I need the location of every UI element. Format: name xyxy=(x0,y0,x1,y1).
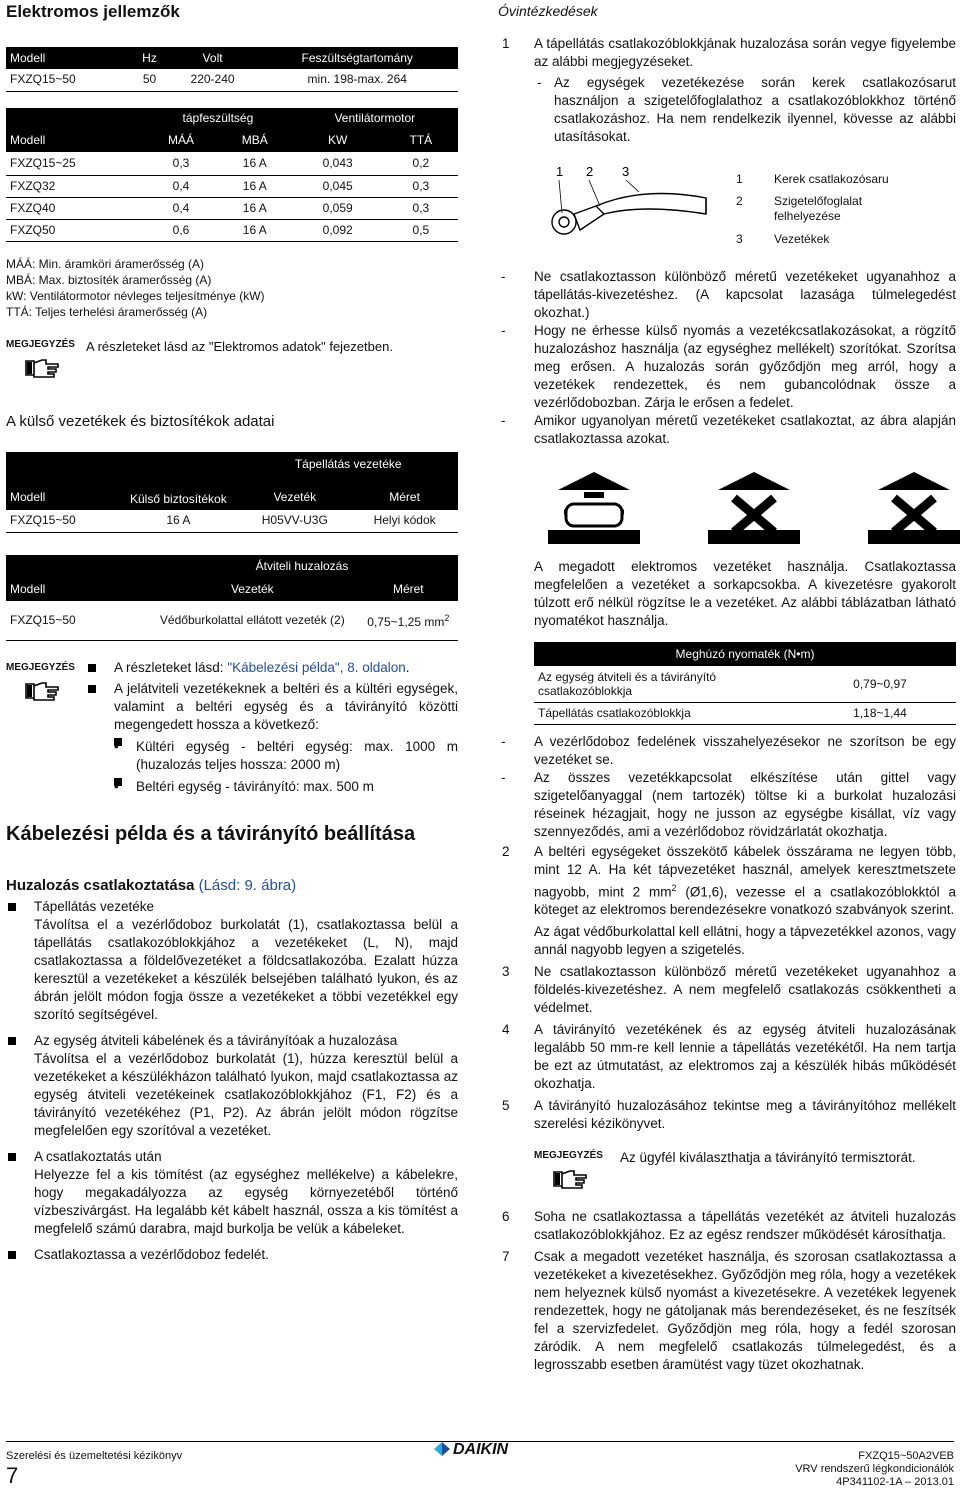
cell: 0,092 xyxy=(292,220,384,242)
cell: 0,6 xyxy=(144,220,218,242)
transmission-wiring-table xyxy=(6,555,458,642)
text: (Ø1,6), vezesse el a csatlakozóblokktól a köteget az elektromos berendezésekre vonatkozó szabványok szerint. xyxy=(534,884,956,917)
note-transmission xyxy=(6,659,458,800)
item-number: 3 xyxy=(502,964,510,979)
legend-number: 2 xyxy=(736,194,743,208)
item-text: A távirányító huzalozásához tekintse meg a távirányítóhoz mellékelt szerelési kézikönyvet. xyxy=(534,1098,956,1131)
th-kw: KW xyxy=(328,133,348,147)
item-text: A tápellátás csatlakozóblokkjának huzalozása során vegye figyelembe az alábbi megjegyzéseket. xyxy=(534,36,956,69)
th-range: Feszültségtartomány xyxy=(301,50,413,65)
th-size: Méret xyxy=(392,582,424,596)
cell: 16 A xyxy=(118,510,238,532)
step-body: Távolítsa el a vezérlődoboz burkolatát (1), húzza keresztül belül a vezetékeket a készülékházon található lyukon, majd csatlakoztassa az egység átviteli vezetékeinek csatlakozóblokkjához (F1, F2) és a távirányító vezetékéhez (P1, P2). Az ábrán jelölt módon rögzítse megfelelően egy szorítóval a vezetéket. xyxy=(34,1051,458,1138)
subsection-title xyxy=(6,877,458,894)
figure-legend xyxy=(736,172,894,258)
th-fuse: Külső biztosítékok xyxy=(130,492,227,506)
th-group-fan: Ventilátormotor xyxy=(334,111,416,125)
cell: 0,3 xyxy=(144,152,218,176)
dash-list xyxy=(498,268,956,448)
item-number: 4 xyxy=(502,1022,510,1037)
list-item xyxy=(498,35,956,841)
pointing-hand-icon xyxy=(24,680,62,702)
cell: Helyi kódok xyxy=(351,510,458,532)
cell: FXZQ40 xyxy=(6,198,144,220)
cross-mark-icon xyxy=(864,468,960,544)
dash-item: - Az összes vezetékkapcsolat elkészítése után gittel vagy szigetelőanyaggal (nem tartozék) töltse ki a burkolat huzalozási réseinek hézagjait, hogy ne jusson az egységbe kisállat, víz vagy szennyeződés, ami a vezérlődoboz rövidzárlatát okozhatja. xyxy=(498,769,956,841)
note-label: MEGJEGYZÉS xyxy=(534,1150,603,1161)
text: A jelátviteli vezetékeknek a beltéri és a kültéri egységek, valamint a beltéri egység és a távirányító közötti megengedett hossza a következő: xyxy=(114,681,458,732)
page-number: 7 xyxy=(6,1463,19,1488)
legend-entry xyxy=(736,194,894,232)
item-number: 5 xyxy=(502,1098,510,1113)
cell: 0,2 xyxy=(384,152,458,176)
list-item xyxy=(86,680,458,796)
dash-item: - A vezérlődoboz fedelének visszahelyezésekor ne szorítson be egy vezetéket se. xyxy=(498,733,956,769)
figure-reference-link[interactable]: (Lásd: 9. ábra) xyxy=(198,877,297,894)
note-text: A részleteket lásd az "Elektromos adatok" fejezetben. xyxy=(86,339,393,354)
cell: 220-240 xyxy=(169,69,257,91)
checkmark-icon xyxy=(544,468,644,544)
item-number: 2 xyxy=(502,843,510,859)
cell: H05VV-U3G xyxy=(238,510,351,532)
cell: FXZQ32 xyxy=(6,176,144,198)
legend-number: 1 xyxy=(736,172,743,186)
bullet-item: • Beltéri egység - távirányító: max. 500 m xyxy=(114,778,458,796)
list-item xyxy=(6,898,458,1024)
note-tag xyxy=(534,1147,620,1190)
th-wire: Vezeték xyxy=(273,490,317,504)
precautions-heading: Óvintézkedések xyxy=(498,3,598,19)
daikin-logo-icon xyxy=(434,1442,450,1456)
footer-doc-number: 4P341102-1A – 2013.01 xyxy=(836,1476,954,1488)
legend-number: 3 xyxy=(736,232,743,246)
item-text: Ne csatlakoztasson különböző méretű vezetékeket ugyanahhoz a földelés-kivezetéshez. A nem megfelelő csatlakozás csökkentheti a védelmet. xyxy=(534,964,956,1015)
legend-line: MÁÁ: Min. áramköri áramerősség (A) xyxy=(6,257,205,271)
cell: FXZQ15~50 xyxy=(6,69,130,91)
table-row xyxy=(6,220,458,242)
cell: 16 A xyxy=(218,176,292,198)
cell: Védőburkolattal ellátott vezeték (2) xyxy=(146,601,359,641)
th-group-power: Tápellátás vezetéke xyxy=(294,456,402,471)
item-text: Az ágat védőburkolattal kell ellátni, hogy a tápvezetékkel azonos, vagy annál nagyobb legyen a szigetelés. xyxy=(534,924,956,957)
cross-reference-link[interactable]: "Kábelezési példa", 8. oldalon xyxy=(227,660,406,675)
th-size: Méret xyxy=(389,490,420,504)
cell xyxy=(359,601,458,641)
bullet-item: • Kültéri egység - beltéri egység: max. 1000 m (huzalozás teljes hossza: 2000 m) xyxy=(114,738,458,774)
table-row xyxy=(6,176,458,198)
figure-number-3: 3 xyxy=(622,164,630,179)
table-row xyxy=(534,702,956,724)
table-row xyxy=(6,601,458,641)
electrical-table xyxy=(6,47,458,92)
step-title: Az egység átviteli kábelének és a távirányítóak a huzalozása xyxy=(34,1033,398,1048)
list-item xyxy=(498,1248,956,1374)
th-model: Modell xyxy=(10,582,46,596)
section-title-wiring: A külső vezetékek és biztosítékok adatai xyxy=(6,413,275,430)
step-title: Csatlakoztassa a vezérlődoboz fedelét. xyxy=(34,1247,269,1262)
list-item xyxy=(498,963,956,1017)
cell: 0,059 xyxy=(292,198,384,220)
th-maa: MÁÁ xyxy=(168,133,195,147)
text: . xyxy=(405,660,410,675)
th-group-supply: tápfeszültség xyxy=(182,111,254,125)
ring-terminal-diagram xyxy=(534,158,714,250)
legend-line: TTÁ: Teljes terhelési áramerősség (A) xyxy=(6,305,208,319)
note-list xyxy=(86,659,458,800)
dash-list xyxy=(534,74,956,146)
power-wiring-table xyxy=(6,452,458,533)
footer-manual-title: Szerelési és üzemeltetési kézikönyv xyxy=(6,1450,183,1462)
table-row xyxy=(6,69,458,91)
cell: 16 A xyxy=(218,220,292,242)
item-number: 1 xyxy=(502,36,510,51)
table-row xyxy=(6,198,458,220)
step-body: Helyezze fel a kis tömítést (az egységhez mellékelve) a kábelekre, hogy megakadályozza az egység környezetéből történő vízbeszivárgást. Ha legalább két kábelt használ, ossza a kis tömítést a megfelelő számú darabra, majd burkolja be velük a kábeleket. xyxy=(34,1167,458,1236)
wire-placement-figure xyxy=(544,468,960,546)
legend-entry xyxy=(736,232,894,247)
footer-model: FXZQ15~50A2VEB xyxy=(858,1450,954,1462)
size-unit-exponent: 2 xyxy=(444,612,450,623)
table-row xyxy=(6,510,458,532)
current-table xyxy=(6,108,458,243)
cell: 0,79~0,97 xyxy=(804,666,956,702)
list-item xyxy=(6,1032,458,1140)
cell: 0,4 xyxy=(144,198,218,220)
dash-item: - Az egységek vezetékezése során kerek csatlakozósarut használjon a szigetelőfoglalathoz a csatlakozóblokkhoz történő csatlakozáshoz. Ha nem rendelkezik ilyennel, kövesse az alábbi utasításokat. xyxy=(534,74,956,146)
dash-item: - Ne csatlakoztasson különböző méretű vezetékeket ugyanahhoz a tápellátás-kivezetéshez. (A kapcsolat lazasága túlmelegedést okozhat.) xyxy=(498,268,956,322)
list-item xyxy=(498,843,956,960)
right-column xyxy=(498,0,956,1374)
superscript: 2 xyxy=(671,882,677,893)
note-text: Az ügyfél kiválaszthatja a távirányító termisztorát. xyxy=(620,1150,916,1165)
th-mba: MBÁ xyxy=(241,133,268,147)
item-number: 6 xyxy=(502,1209,510,1224)
list-item xyxy=(498,1021,956,1093)
cell: 16 A xyxy=(218,152,292,176)
legend-text: Kerek csatlakozósaru xyxy=(774,172,889,186)
cell: 0,5 xyxy=(384,220,458,242)
abbreviation-legend xyxy=(6,256,458,320)
item-text: Csak a megadott vezetéket használja, és szorosan csatlakoztassa a vezetékeket a kivezetésekhez. Győződjön meg róla, hogy a vezetékek nem helyeznek külső nyomást a kivezetésekre. A vezetékek legyenek rendezettek, hogy ne gátoljanak más berendezéseket, és ne feszítsék fel a szervizfedelet. Győződjön meg róla, hogy a fedél szorosan záródik. A nem megfelelő csatlakozás túlmelegedést, és a legrosszabb esetben áramütést vagy tüzet okozhatnak. xyxy=(534,1249,956,1372)
figure-number-2: 2 xyxy=(586,164,594,179)
note-thermistor xyxy=(534,1147,956,1190)
footer-product: VRV rendszerű légkondicionálók xyxy=(795,1463,954,1475)
note-electrical xyxy=(6,336,458,379)
list-item xyxy=(498,1097,956,1133)
legend-text: Vezetékek xyxy=(774,232,830,246)
legend-entry xyxy=(736,172,894,194)
dash-item: - Hogy ne érhesse külső nyomás a vezetékcsatlakozásokat, a rögzítő huzalozáshoz használja (az egységhez mellékelt) szorítókat. Szorítsa meg erősen. A huzalozás során győződjön meg arról, hogy a vezetékek rendezettek, és nem gubancolódnak össze a vezérlődobozban. Zárja le erősen a fedelet. xyxy=(498,322,956,412)
th-model: Modell xyxy=(10,50,46,65)
legend-text: Szigetelőfoglalat felhelyezése xyxy=(774,194,863,223)
cell: Tápellátás csatlakozóblokkja xyxy=(534,702,804,724)
step-title: Tápellátás vezetéke xyxy=(34,899,155,914)
precautions-list-2 xyxy=(498,1208,956,1374)
cell: 0,4 xyxy=(144,176,218,198)
th-model: Modell xyxy=(10,133,46,147)
th-group-transmission: Átviteli huzalozás xyxy=(255,559,349,573)
list-item xyxy=(86,659,458,677)
th-wire: Vezeték xyxy=(230,582,274,596)
note-label: MEGJEGYZÉS xyxy=(6,662,75,673)
pointing-hand-icon xyxy=(24,357,62,379)
item-text: Soha ne csatlakoztassa a tápellátás vezetékét az átviteli huzalozás csatlakozóblokkjához. Ez az egész rendszer működését károsíthatja. xyxy=(534,1209,956,1242)
cell: 1,18~1,44 xyxy=(804,702,956,724)
legend-line: kW: Ventilátormotor névleges teljesítménye (kW) xyxy=(6,289,265,303)
cell: FXZQ50 xyxy=(6,220,144,242)
cell: min. 198-max. 264 xyxy=(256,69,458,91)
cell: Az egység átviteli és a távirányító csatlakozóblokkja xyxy=(534,666,804,702)
cell: 0,3 xyxy=(384,198,458,220)
daikin-logo-text: DAIKIN xyxy=(453,1440,509,1458)
step-body: Távolítsa el a vezérlődoboz burkolatát (1), csatlakoztassa belül a tápellátás csatlakozóblokkjához a vezetékeket (L, N), majd csatlakoztassa a földelővezetéket a földcsatlakozóba. Ezalatt húzza keresztül a vezetékeket a készülék belsejében található lyukon, és az ábrán jelölt módon fogja össze a vezetékeket a többi vezetékkel egy szorító segítségével. xyxy=(34,917,458,1022)
item-number: 7 xyxy=(502,1249,510,1264)
dash-list xyxy=(498,733,956,841)
cross-mark-icon xyxy=(704,468,804,544)
list-item xyxy=(498,1208,956,1244)
cell: FXZQ15~50 xyxy=(6,601,146,641)
text: A részleteket lásd: xyxy=(114,660,228,675)
precautions-list xyxy=(498,35,956,1133)
ring-terminal-figure xyxy=(534,158,956,258)
th-model: Modell xyxy=(10,490,46,504)
section-title-wiring-example: Kábelezési példa és a távirányító beállítása xyxy=(6,823,416,845)
left-column xyxy=(6,0,458,1264)
dash-item: - Amikor ugyanolyan méretű vezetékeket csatlakoztat, az ábra alapján csatlakoztassa azokat. xyxy=(498,412,956,448)
item-text xyxy=(534,843,956,920)
cell: 50 xyxy=(130,69,168,91)
torque-table xyxy=(534,642,956,725)
th-torque: Meghúzó nyomaték (N•m) xyxy=(675,647,815,661)
step-title: A csatlakoztatás után xyxy=(34,1149,162,1164)
cell: 16 A xyxy=(218,198,292,220)
steps-list xyxy=(6,898,458,1264)
th-volt: Volt xyxy=(202,50,223,65)
th-tta: TTÁ xyxy=(409,133,433,147)
legend-line: MBÁ: Max. biztosíték áramerősség (A) xyxy=(6,273,212,287)
subsection-text: Huzalozás csatlakoztatása xyxy=(6,877,195,894)
size-value: 0,75~1,25 mm xyxy=(367,614,445,629)
list-item xyxy=(6,1246,458,1264)
cell: 0,3 xyxy=(384,176,458,198)
cell: 0,045 xyxy=(292,176,384,198)
cell: FXZQ15~25 xyxy=(6,152,144,176)
table-row xyxy=(6,152,458,176)
daikin-logo xyxy=(434,1442,508,1456)
item-text: A távirányító vezetékének és az egység átviteli huzalozásának legalább 50 mm-re kell lennie a tápellátás vezetékétől. Ha nem tartja be ezt az útmutatást, az elektromos zaj a készülék hibás működését okozhatja. xyxy=(534,1022,956,1091)
note-tag xyxy=(6,336,86,379)
wire-paragraph: A megadott elektromos vezetéket használja. Csatlakoztassa megfelelően a vezetéket a sorkapcsokba. A kivezetésre gyakorolt túlzott erő nélkül rögzítse le a vezetéket. Az alábbi táblázatban látható nyomatékot használja. xyxy=(534,559,956,628)
bullet-list xyxy=(114,738,458,796)
text: A beltéri egységeket összekötő kábelek összárama ne legyen több, mint 12 A. Ha két tápvezetéket használ, amelyek keresztmetszete nagyobb, mint 2 mm xyxy=(534,843,956,899)
th-hz: Hz xyxy=(142,50,157,65)
footer-right xyxy=(795,1450,954,1489)
figure-number-1: 1 xyxy=(556,164,564,179)
section-title-electrical: Elektromos jellemzők xyxy=(6,2,180,21)
cell: FXZQ15~50 xyxy=(6,510,118,532)
cell: 0,043 xyxy=(292,152,384,176)
note-tag xyxy=(6,659,86,800)
list-item xyxy=(6,1148,458,1238)
note-label: MEGJEGYZÉS xyxy=(6,339,75,350)
pointing-hand-icon xyxy=(552,1168,590,1190)
table-row xyxy=(534,666,956,702)
